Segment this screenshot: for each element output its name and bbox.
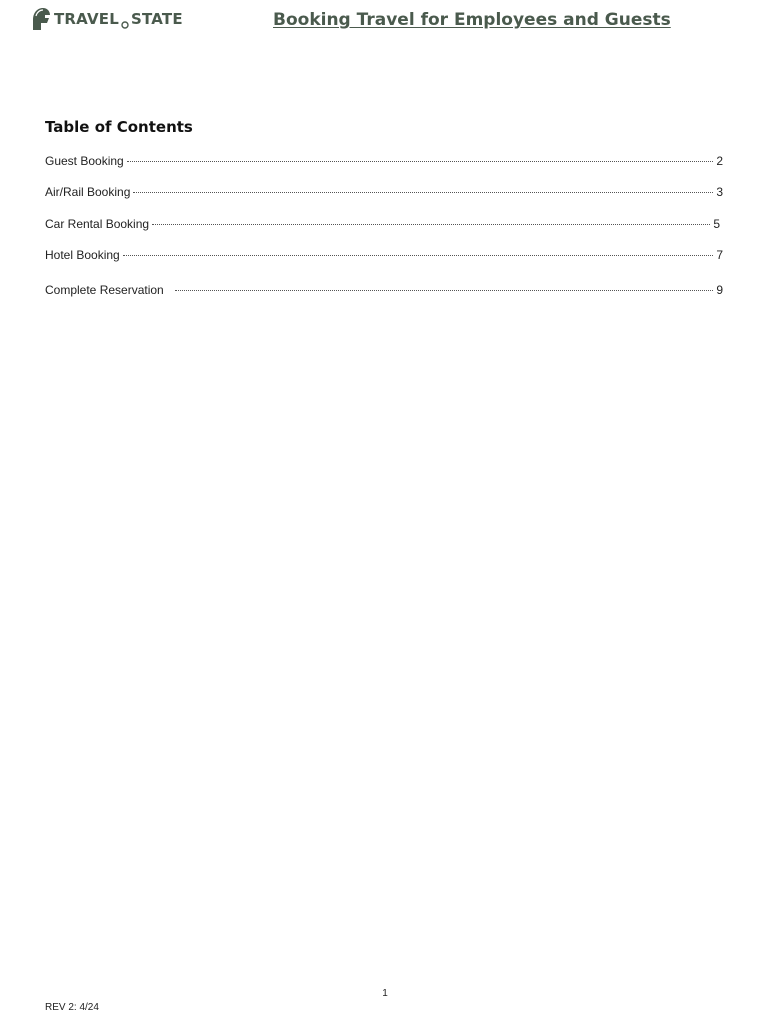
toc-entry-air-rail-booking[interactable] [45,185,723,199]
toc-entry-hotel-booking[interactable] [45,248,723,262]
toc-entry-label[interactable]: Air/Rail Booking [45,185,131,199]
spartan-helmet-icon [29,6,51,32]
revision-label: REV 2: 4/24 [45,1002,99,1013]
toc-entry-page[interactable]: 2 [716,154,723,168]
toc-dot-leader [133,192,713,193]
toc-entry-page[interactable]: 7 [716,248,723,262]
toc-dot-leader [175,290,714,291]
toc-entry-page[interactable]: 3 [716,185,723,199]
page-number: 1 [382,988,388,999]
toc-dot-leader [152,224,710,225]
toc-entry-page[interactable]: 5 [713,217,720,231]
logo-word-state: STATE [131,10,183,28]
toc-entry-label[interactable]: Hotel Booking [45,248,120,262]
logo-word-travel: TRAVEL [54,10,119,28]
travel-state-logo [29,6,183,32]
logo-separator-icon [121,15,129,23]
toc-entry-guest-booking[interactable] [45,154,723,168]
logo-wordmark [54,10,183,28]
toc-entry-complete-reservation[interactable] [45,283,723,297]
document-title: Booking Travel for Employees and Guests [273,10,671,30]
toc-entry-label[interactable]: Car Rental Booking [45,217,150,231]
toc-dot-leader [123,255,714,256]
toc-entry-label[interactable]: Complete Reservation [45,283,164,297]
toc-entry-car-rental-booking[interactable] [45,217,720,231]
document-header [0,0,770,40]
toc-heading: Table of Contents [45,118,193,136]
toc-entry-label[interactable]: Guest Booking [45,154,124,168]
toc-dot-leader [127,161,714,162]
toc-entry-page[interactable]: 9 [716,283,723,297]
